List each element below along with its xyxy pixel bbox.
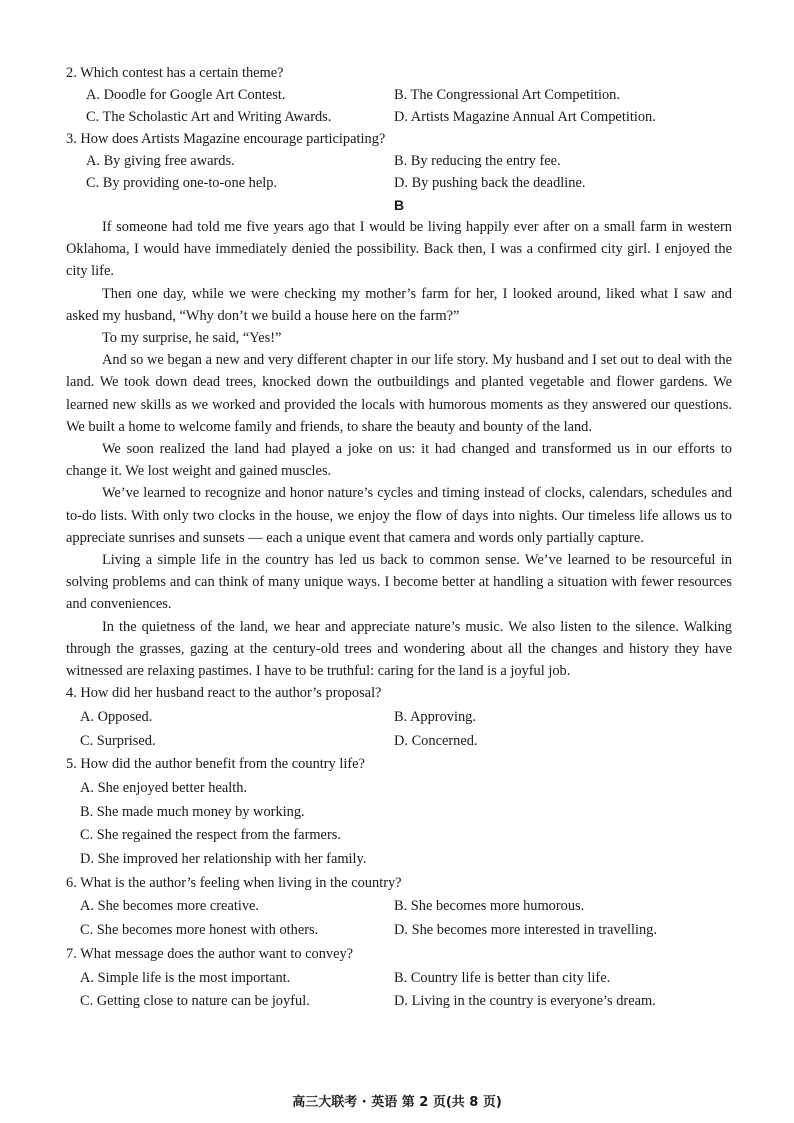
- options-row: [66, 730, 732, 754]
- option-b: B. She made much money by working.: [80, 803, 305, 820]
- passage-paragraph: And so we began a new and very different chapter in our life story. My husband and I set out to deal with the land. We took down dead trees, knocked down the outbuildings and planted vegetable and flower gardens. We learned new skills as we worked and provided the locals with humorous moments as they answered our questions. We built a home to welcome family and friends, to share the beauty and bounty of the land.: [66, 352, 732, 435]
- option-b: B. Approving.: [394, 708, 476, 725]
- options-row: [66, 895, 732, 919]
- option-b: B. The Congressional Art Competition.: [394, 87, 620, 103]
- passage-paragraph: We’ve learned to recognize and honor nature’s cycles and timing instead of clocks, calendars, schedules and to-do lists. With only two clocks in the house, we enjoy the flow of days into nights. Our timeless life allows us to appreciate sunrises and sunsets — each a unique event that camera and words only partially capture.: [66, 485, 732, 546]
- option-d: D. Concerned.: [394, 732, 478, 749]
- option-c: C. By providing one-to-one help.: [86, 175, 278, 191]
- option-a: A. Doodle for Google Art Contest.: [86, 87, 286, 103]
- option-d: D. Artists Magazine Annual Art Competition.: [394, 109, 656, 125]
- section-heading: B: [393, 197, 405, 213]
- passage-paragraph: To my surprise, he said, “Yes!”: [102, 330, 282, 347]
- passage-paragraph: Living a simple life in the country has led us back to common sense. We’ve learned to be resourceful in solving problems and can think of many unique ways. I become better at handling a situation with fewer resources and conveniences.: [66, 552, 732, 613]
- option-c: C. She becomes more honest with others.: [80, 922, 319, 939]
- option-b: B. She becomes more humorous.: [394, 898, 585, 915]
- passage-paragraph: If someone had told me five years ago that I would be living happily ever after on a small farm in western Oklahoma, I would have immediately denied the possibility. Back then, I was a confirmed city girl. I enjoyed the city life.: [66, 219, 732, 280]
- passage: [66, 216, 732, 682]
- passage-paragraph: We soon realized the land had played a joke on us: it had changed and transformed us in our efforts to change it. We lost weight and gained muscles.: [66, 441, 732, 480]
- option-d: D. She becomes more interested in travelling.: [394, 922, 657, 939]
- passage-paragraph: Then one day, while we were checking my mother’s farm for her, I looked around, liked what I saw and asked my husband, “Why don’t we build a house here on the farm?”: [66, 285, 732, 324]
- option-b: B. By reducing the entry fee.: [394, 153, 561, 169]
- options-row: [66, 990, 732, 1014]
- option-d: D. By pushing back the deadline.: [394, 175, 586, 191]
- option-a: A. Opposed.: [80, 708, 153, 725]
- options-row: [66, 84, 732, 106]
- question-5: 5. How did the author benefit from the country life?: [66, 756, 365, 773]
- option-a: A. Simple life is the most important.: [80, 969, 291, 986]
- options-row: [66, 150, 732, 172]
- page-footer: 高三大联考 · 英语 第 2 页(共 8 页): [292, 1095, 502, 1110]
- question-4: 4. How did her husband react to the author’s proposal?: [66, 685, 382, 702]
- question-3: 3. How does Artists Magazine encourage participating?: [66, 131, 386, 147]
- options-row: [66, 172, 732, 194]
- options-row: [66, 967, 732, 991]
- option-d: D. Living in the country is everyone’s dream.: [394, 993, 656, 1010]
- option-c: C. She regained the respect from the farmers.: [80, 827, 341, 844]
- option-a: A. She becomes more creative.: [80, 898, 260, 915]
- question-2: 2. Which contest has a certain theme?: [66, 65, 284, 81]
- option-a: A. By giving free awards.: [86, 153, 235, 169]
- option-c: C. The Scholastic Art and Writing Awards.: [86, 109, 332, 125]
- question-7: 7. What message does the author want to convey?: [66, 945, 354, 962]
- option-a: A. She enjoyed better health.: [80, 780, 248, 797]
- option-c: C. Getting close to nature can be joyful.: [80, 993, 310, 1010]
- question-6: 6. What is the author’s feeling when living in the country?: [66, 874, 402, 891]
- options-row: [66, 919, 732, 943]
- options-row: [66, 706, 732, 730]
- option-d: D. She improved her relationship with her family.: [80, 851, 367, 868]
- options-row: [66, 106, 732, 128]
- option-b: B. Country life is better than city life.: [394, 969, 611, 986]
- option-c: C. Surprised.: [80, 732, 156, 749]
- passage-paragraph: In the quietness of the land, we hear and appreciate nature’s music. We also listen to the silence. Walking through the grasses, gazing at the century-old trees and wondering about all the changes and history they have witnessed are relaxing pastimes. I have to be truthful: caring for the land is a joyful job.: [66, 618, 732, 680]
